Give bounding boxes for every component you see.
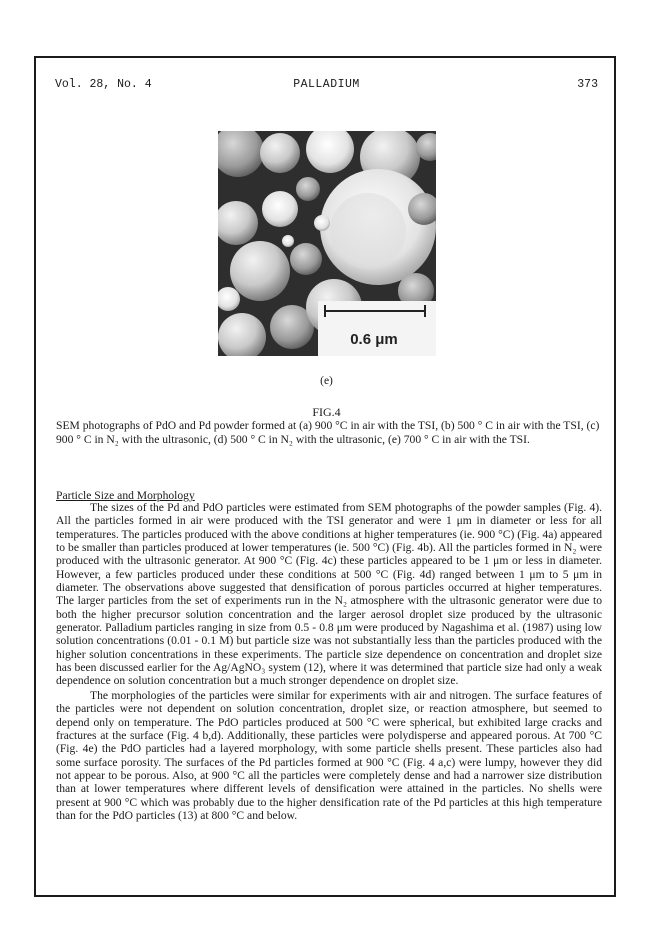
- particle: [296, 177, 320, 201]
- journal-volume: Vol. 28, No. 4: [55, 78, 152, 91]
- scale-bar-label: 0.6 μm: [350, 331, 398, 348]
- particle: [230, 241, 290, 301]
- page-number: 373: [577, 78, 598, 91]
- particle: [290, 243, 322, 275]
- page-header: [55, 78, 598, 94]
- particle: [314, 215, 330, 231]
- sem-micrograph: [218, 131, 436, 356]
- particle: [260, 133, 300, 173]
- particle-shell: [330, 193, 406, 269]
- panel-label: (e): [320, 375, 333, 387]
- body-paragraph: The morphologies of the particles were similar for experiments with air and nitrogen. The surface features of the particles were not dependent on solution concentration, droplet size, or reaction atmosphere, but seemed to depend only on temperature. The PdO particles produced at 500 °C were spherical, but exhibited large cracks and fractures at the surface (Fig. 4 b,d). Additionally, these particles were polydisperse and appeared porous. At 700 °C (Fig. 4e) the PdO particles had a layered morphology, with some particle shells present. These particles also had some surface porosity. The surfaces of the Pd particles formed at 900 °C (Fig. 4 a,c) were lumpy, however they did not appear to be porous. Also, at 900 °C all the particles were completely dense and had a narrower size distribution than at lower temperatures where different levels of densification were attained in the particles. No shells were present at 900 °C which was probably due to the higher densification rate of the Pd particles at this high temperature than for the PdO particles (13) at 800 °C and below.: [56, 689, 602, 823]
- particle: [262, 191, 298, 227]
- figure-title: FIG.4: [312, 405, 341, 419]
- particle: [282, 235, 294, 247]
- figure-caption: SEM photographs of PdO and Pd powder formed at (a) 900 °C in air with the TSI, (b) 500 ° C in air with the TSI, (c) 900 ° C in N₂ with the ultrasonic, (d) 500 ° C in N₂ with the ultrasonic, (e) 700 ° C in air with the TSI.: [56, 419, 600, 447]
- body-paragraph: The sizes of the Pd and PdO particles were estimated from SEM photographs of the powder samples (Fig. 4). All the particles formed in air were produced with the TSI generator and were 1 μm in diameter or less for all temperatures. The particles produced with the above conditions at higher temperatures (ie. 900 °C) (Fig. 4a) appeared to be smaller than particles produced at lower temperatures (ie. 500 °C) (Fig. 4b). All the particles formed in N₂ were produced with the ultrasonic generator. At 900 °C (Fig. 4c) these particles appeared to be 1 μm or less in diameter. However, a few particles produced under these conditions at 500 °C (Fig. 4d) ranged between 1 μm to 5 μm in diameter. The observations above suggested that densification of porous particles occurred at higher temperatures. The larger particles from the set of experiments run in the N₂ atmosphere with the ultrasonic generator were due to both the higher precursor solution concentration and the larger aerosol droplet size produced by the ultrasonic generator. Palladium particles ranging in size from 0.5 - 0.8 μm were produced by Nagashima et al. (1987) using low solution concentrations (0.01 - 0.1 M) but particle size was not substantially less than the particles produced with the higher solution concentrations in these experiments. The particle size dependence on concentration and droplet size has been discussed earlier for the Ag/AgNO₃ system (12), where it was determined that particle size had only a weak dependence on solution concentration but a much stronger dependence on droplet size.: [56, 501, 602, 688]
- section-heading: Particle Size and Morphology: [56, 489, 195, 502]
- running-title: PALLADIUM: [293, 78, 360, 91]
